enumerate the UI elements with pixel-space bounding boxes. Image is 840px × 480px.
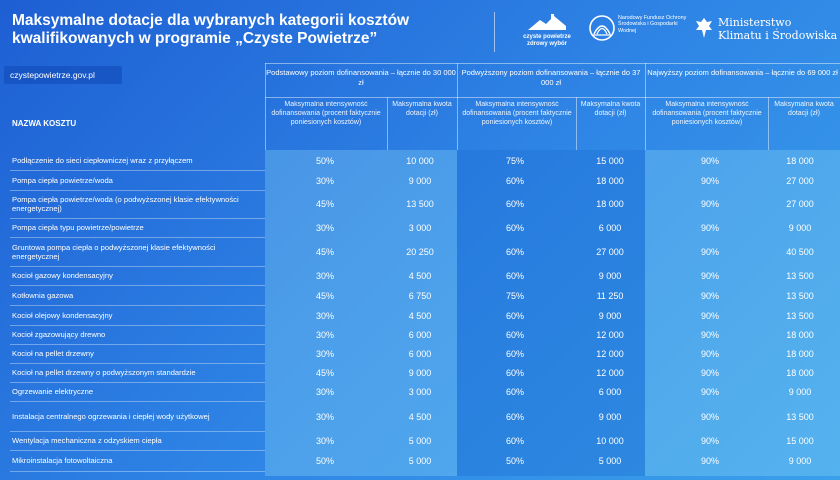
row-name: Gruntowa pompa ciepła o podwyższonej klasie efektywności energetycznej [12, 242, 216, 261]
group-header-basic: Podstawowy poziom dofinansowania – łącznie do 30 000 zł [266, 68, 456, 87]
amount-cell: 6 750 [408, 290, 432, 301]
row-name: Kocioł olejowy kondensacyjny [12, 310, 113, 320]
czyste-powietrze-logo-text: czyste powietrze zdrowy wybór [523, 34, 571, 47]
row-name: Pompa ciepła powietrze/woda [12, 175, 113, 185]
intensity-cell: 90% [700, 175, 719, 186]
intensity-cell: 90% [700, 222, 719, 233]
amount-cell: 10 000 [596, 435, 624, 446]
intensity-cell: 60% [505, 368, 524, 378]
site-link[interactable]: czystepowietrze.gov.pl [4, 66, 122, 84]
intensity-cell: 45% [315, 199, 334, 209]
intensity-cell: 60% [505, 386, 524, 397]
ministerstwo-logo [694, 16, 840, 52]
intensity-cell: 50% [315, 155, 334, 166]
amount-cell: 6 000 [598, 222, 622, 233]
amount-cell: 9 000 [598, 411, 622, 422]
row-divider [10, 471, 265, 472]
intensity-cell: 60% [505, 310, 524, 321]
intensity-cell: 60% [505, 329, 524, 340]
row-name: Pompa ciepła typu powietrze/powietrze [12, 222, 144, 232]
amount-cell: 18 000 [596, 175, 624, 186]
czyste-powietrze-logo [516, 12, 578, 52]
intensity-cell: 30% [315, 386, 334, 397]
intensity-cell: 30% [315, 348, 334, 359]
intensity-cell: 90% [700, 290, 719, 301]
amount-cell: 9 000 [788, 456, 812, 466]
ministerstwo-line1: Ministerstwo [718, 16, 792, 29]
intensity-cell: 30% [315, 175, 334, 186]
intensity-cell: 75% [505, 155, 524, 166]
row-name: Ogrzewanie elektryczne [12, 386, 94, 396]
header [0, 0, 840, 58]
amount-cell: 5 000 [598, 456, 622, 466]
intensity-cell: 90% [700, 310, 719, 321]
intensity-cell: 90% [700, 368, 719, 378]
intensity-cell: 75% [505, 290, 524, 301]
intensity-cell: 60% [505, 222, 524, 233]
intensity-cell: 30% [315, 270, 334, 281]
amount-cell: 15 000 [596, 155, 624, 166]
header-vline-sub-2 [576, 97, 577, 150]
intensity-cell: 30% [315, 222, 334, 233]
intensity-cell: 90% [700, 411, 719, 422]
amount-cell: 18 000 [596, 199, 624, 209]
amount-cell: 6 000 [408, 329, 432, 340]
intensity-cell: 60% [505, 270, 524, 281]
row-name: Pompa ciepła powietrze/woda (o podwyższonej klasie efektywności energetycznej) [12, 194, 239, 213]
amount-cell: 20 250 [406, 247, 434, 257]
amount-cell: 4 500 [408, 411, 432, 422]
intensity-cell: 90% [700, 348, 719, 359]
amount-cell: 18 000 [786, 155, 814, 166]
amount-cell: 13 500 [786, 310, 814, 321]
amount-cell: 12 000 [596, 368, 624, 378]
amount-cell: 9 000 [598, 270, 622, 281]
amount-cell: 9 000 [788, 386, 812, 397]
amount-cell: 6 000 [408, 348, 432, 359]
intensity-cell: 90% [700, 270, 719, 281]
amount-cell: 9 000 [408, 175, 432, 186]
amount-cell: 9 000 [788, 222, 812, 233]
intensity-cell: 45% [315, 290, 334, 301]
amount-cell: 18 000 [786, 348, 814, 359]
amount-cell: 4 500 [408, 310, 432, 321]
nfos-logo-text: Narodowy Fundusz Ochrony Środowiska i Gospodarki Wodnej [618, 15, 687, 34]
amount-cell: 9 000 [598, 310, 622, 321]
intensity-cell: 45% [315, 247, 334, 257]
intensity-cell: 30% [315, 329, 334, 340]
intensity-cell: 30% [315, 435, 334, 446]
page-title: Maksymalne dotacje dla wybranych kategorii kosztów kwalifikowanych w programie „Czyste Powietrze” [12, 12, 410, 47]
amount-cell: 12 000 [596, 348, 624, 359]
amount-cell: 15 000 [786, 435, 814, 446]
intensity-cell: 60% [505, 247, 524, 257]
intensity-header-highest: Maksymalna intensywność dofinansowania (procent faktycznie poniesionych kosztów) [652, 101, 762, 126]
intensity-cell: 60% [505, 175, 524, 186]
amount-cell: 13 500 [786, 411, 814, 422]
row-name: Mikroinstalacja fotowoltaiczna [12, 456, 113, 466]
row-name: Kocioł zgazowujący drewno [12, 329, 106, 339]
row-name: Kocioł gazowy kondensacyjny [12, 270, 113, 280]
ministerstwo-logo-text [718, 16, 837, 42]
amount-cell: 27 000 [786, 175, 814, 186]
header-line-mid [265, 97, 840, 98]
intensity-cell: 30% [315, 310, 334, 321]
row-name: Instalacja centralnego ogrzewania i ciepłej wody użytkowej [12, 411, 210, 421]
amount-cell: 5 000 [408, 456, 432, 466]
amount-cell: 11 250 [596, 290, 624, 301]
amount-cell: 5 000 [408, 435, 432, 446]
amount-cell: 9 000 [408, 368, 432, 378]
nfos-emblem-icon [588, 14, 616, 42]
intensity-cell: 30% [315, 411, 334, 422]
house-icon [526, 12, 568, 32]
amount-header-highest: Maksymalna kwota dotacji (zł) [774, 101, 834, 117]
header-vline-sub-3 [768, 97, 769, 150]
intensity-cell: 90% [700, 247, 719, 257]
intensity-cell: 90% [700, 199, 719, 209]
intensity-cell: 90% [700, 386, 719, 397]
intensity-cell: 50% [505, 456, 524, 466]
amount-cell: 27 000 [596, 247, 624, 257]
row-name: Kotłownia gazowa [12, 290, 74, 300]
intensity-header-elevated: Maksymalna intensywność dofinansowania (procent faktycznie poniesionych kosztów) [462, 101, 572, 126]
amount-header-basic: Maksymalna kwota dotacji (zł) [392, 101, 452, 117]
row-name: Podłączenie do sieci ciepłowniczej wraz z przyłączem [12, 155, 193, 165]
intensity-cell: 90% [700, 155, 719, 166]
group-header-elevated: Podwyższony poziom dofinansowania – łącznie do 37 000 zł [461, 68, 641, 87]
intensity-cell: 50% [315, 456, 334, 466]
amount-cell: 27 000 [786, 199, 814, 209]
intensity-cell: 90% [700, 435, 719, 446]
amount-cell: 13 500 [786, 270, 814, 281]
intensity-cell: 45% [315, 368, 334, 378]
intensity-cell: 60% [505, 348, 524, 359]
intensity-cell: 90% [700, 329, 719, 340]
intensity-cell: 60% [505, 435, 524, 446]
header-vline-sub-1 [387, 97, 388, 150]
amount-cell: 18 000 [786, 368, 814, 378]
amount-header-elevated: Maksymalna kwota dotacji (zł) [580, 101, 641, 117]
nfos-logo [588, 14, 688, 52]
amount-cell: 4 500 [408, 270, 432, 281]
amount-cell: 3 000 [408, 222, 432, 233]
amount-cell: 6 000 [598, 386, 622, 397]
intensity-cell: 60% [505, 411, 524, 422]
amount-cell: 12 000 [596, 329, 624, 340]
intensity-cell: 90% [700, 456, 719, 466]
header-line-top [265, 63, 840, 64]
eagle-emblem-icon [694, 16, 714, 40]
amount-cell: 10 000 [406, 155, 434, 166]
column-name-header: NAZWA KOSZTU [12, 119, 77, 128]
intensity-header-basic: Maksymalna intensywność dofinansowania (procent faktycznie poniesionych kosztów) [271, 101, 381, 126]
row-name: Kocioł na pellet drzewny [12, 348, 94, 358]
group-header-highest: Najwyższy poziom dofinansowania – łącznie do 69 000 zł [647, 68, 838, 77]
row-name: Wentylacja mechaniczna z odzyskiem ciepła [12, 435, 162, 445]
row-name: Kocioł na pellet drzewny o podwyższonym standardzie [12, 368, 196, 378]
amount-cell: 13 500 [406, 199, 434, 209]
amount-cell: 3 000 [408, 386, 432, 397]
ministerstwo-line2: Klimatu i Środowiska [718, 29, 838, 42]
amount-cell: 40 500 [786, 247, 814, 257]
amount-cell: 18 000 [786, 329, 814, 340]
intensity-cell: 60% [505, 199, 524, 209]
amount-cell: 13 500 [786, 290, 814, 301]
header-divider [494, 12, 495, 52]
